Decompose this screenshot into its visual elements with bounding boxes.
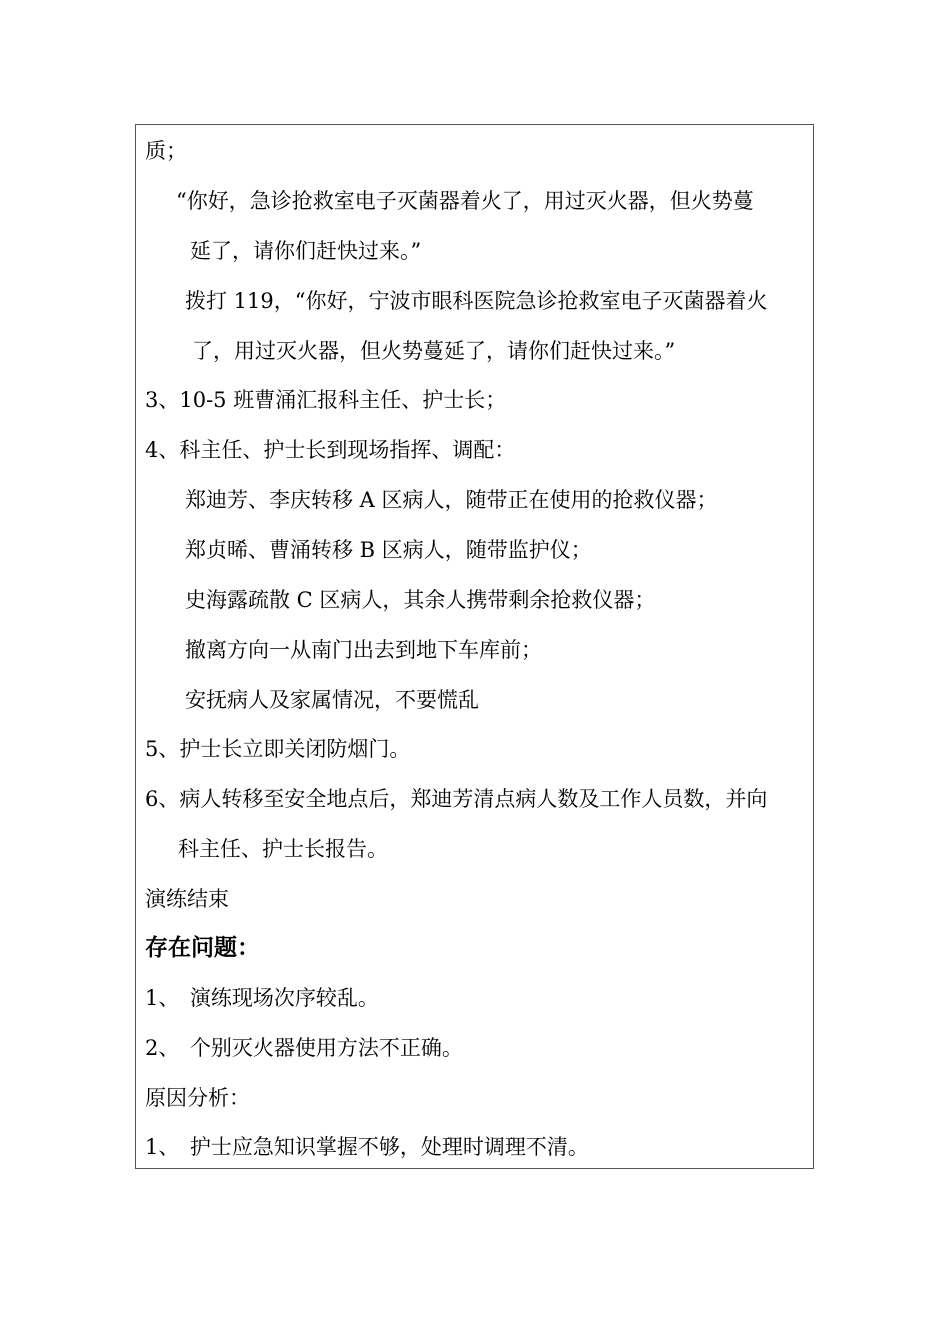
text-line: 了，用过灭火器，但火势蔓延了，请你们赶快过来。” (192, 339, 676, 363)
text-line: 撤离方向一从南门出去到地下车库前； (185, 638, 542, 662)
text-line: 郑贞晞、曹涌转移 B 区病人，随带监护仪； (185, 538, 592, 562)
text-line: 拨打 119，“你好，宁波市眼科医院急诊抢救室电子灭菌器着火 (185, 289, 768, 313)
text-line: 原因分析： (145, 1086, 250, 1110)
text-line: 6、病人转移至安全地点后，郑迪芳清点病人数及工作人员数，并向 (145, 787, 768, 811)
list-item: 1、 护士应急知识掌握不够，处理时调理不清。 (145, 1135, 589, 1159)
section-heading: 存在问题： (145, 934, 260, 961)
text-line: 4、科主任、护士长到现场指挥、调配： (145, 438, 516, 462)
text-line: 史海露疏散 C 区病人，其余人携带剩余抢救仪器； (185, 588, 656, 612)
text-line: 科主任、护士长报告。 (178, 837, 388, 861)
text-line: 延了，请你们赶快过来。” (190, 239, 422, 263)
text-line: 5、护士长立即关闭防烟门。 (145, 737, 411, 761)
text-line: “你好，急诊抢救室电子灭菌器着火了，用过灭火器，但火势蔓 (176, 189, 754, 213)
text-line: 郑迪芳、李庆转移 A 区病人，随带正在使用的抢救仪器； (185, 488, 718, 512)
list-item: 2、 个别灭火器使用方法不正确。 (145, 1036, 463, 1060)
text-line: 3、10-5 班曹涌汇报科主任、护士长； (145, 388, 507, 412)
text-line: 质； (145, 139, 187, 163)
text-line: 安抚病人及家属情况，不要慌乱 (185, 688, 479, 712)
text-line: 演练结束 (145, 887, 229, 911)
list-item: 1、 演练现场次序较乱。 (145, 986, 379, 1010)
